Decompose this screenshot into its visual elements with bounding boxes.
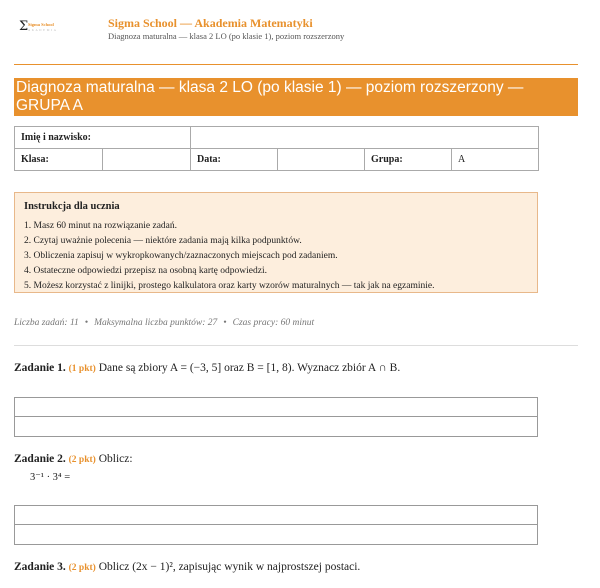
task-3 — [14, 561, 360, 573]
answer-line[interactable] — [15, 506, 537, 525]
page-header — [0, 0, 600, 62]
meta-separator: • — [84, 318, 89, 328]
school-name: Sigma School — Akademia Matematyki — [108, 16, 313, 30]
answer-box-2[interactable] — [14, 505, 538, 545]
name-field[interactable] — [191, 127, 539, 149]
task-2 — [14, 453, 133, 465]
time-limit: Czas pracy: 60 minut — [232, 318, 315, 328]
max-points: Maksymalna liczba punktów: 27 — [94, 318, 218, 328]
header-subtitle: Diagnoza maturalna — klasa 2 LO (po klasie 1), poziom rozszerzony — [108, 31, 345, 41]
table-row — [15, 149, 539, 171]
date-label: Data: — [191, 149, 278, 171]
task-label: Zadanie 2. — [14, 453, 66, 465]
task-points: (1 pkt) — [68, 364, 96, 374]
section-divider — [14, 345, 578, 346]
title-banner — [14, 78, 578, 116]
date-field[interactable] — [278, 149, 365, 171]
task-text: Oblicz: — [98, 453, 133, 465]
name-label: Imię i nazwisko: — [15, 127, 191, 149]
header-divider — [14, 64, 578, 65]
answer-line[interactable] — [15, 417, 537, 436]
instructions-list — [24, 219, 434, 294]
page-title: Diagnoza maturalna — klasa 2 LO (po klasie 1) — poziom rozszerzony — GRUPA A — [16, 79, 524, 114]
answer-line[interactable] — [15, 525, 537, 544]
class-label: Klasa: — [15, 149, 103, 171]
task-label: Zadanie 1. — [14, 362, 66, 374]
class-field[interactable] — [103, 149, 191, 171]
list-item: 5. Możesz korzystać z linijki, prostego kalkulatora oraz karty wzorów maturalnych — tak jak na egzaminie. — [24, 281, 435, 291]
list-item: 1. Masz 60 minut na rozwiązanie zadań. — [24, 221, 177, 231]
list-item: 2. Czytaj uważnie polecenia — niektóre zadania mają kilka podpunktów. — [24, 236, 302, 246]
exam-meta — [14, 318, 314, 328]
logo-subtext: A K A D E M I A — [28, 28, 57, 32]
task-2-expression: 3⁻¹ · 3⁴ = — [30, 472, 71, 483]
answer-line[interactable] — [15, 398, 537, 417]
school-logo — [19, 19, 75, 36]
instructions-box — [14, 192, 538, 293]
task-points: (2 pkt) — [68, 563, 96, 573]
meta-separator: • — [223, 318, 227, 328]
task-count: Liczba zadań: 11 — [14, 318, 79, 328]
task-1 — [14, 362, 400, 374]
task-text: Oblicz (2x − 1)², zapisując wynik w najprostszej postaci. — [98, 561, 361, 573]
group-label: Grupa: — [365, 149, 452, 171]
task-points: (2 pkt) — [68, 455, 96, 465]
list-item: 3. Obliczenia zapisuj w wykropkowanych/zaznaczonych miejscach pod zadaniem. — [24, 251, 338, 261]
instructions-title: Instrukcja dla ucznia — [24, 201, 120, 212]
answer-box-1[interactable] — [14, 397, 538, 437]
task-label: Zadanie 3. — [14, 561, 66, 573]
group-field[interactable]: A — [452, 149, 539, 171]
list-item: 4. Ostateczne odpowiedzi przepisz na osobną kartę odpowiedzi. — [24, 266, 267, 276]
student-info-table — [14, 126, 539, 171]
logo-text: Sigma School — [28, 22, 54, 27]
table-row — [15, 127, 539, 149]
sigma-logo-mark: Σ — [19, 19, 29, 34]
task-text: Dane są zbiory A = (−3, 5] oraz B = [1, 8). Wyznacz zbiór A ∩ B. — [98, 362, 401, 374]
